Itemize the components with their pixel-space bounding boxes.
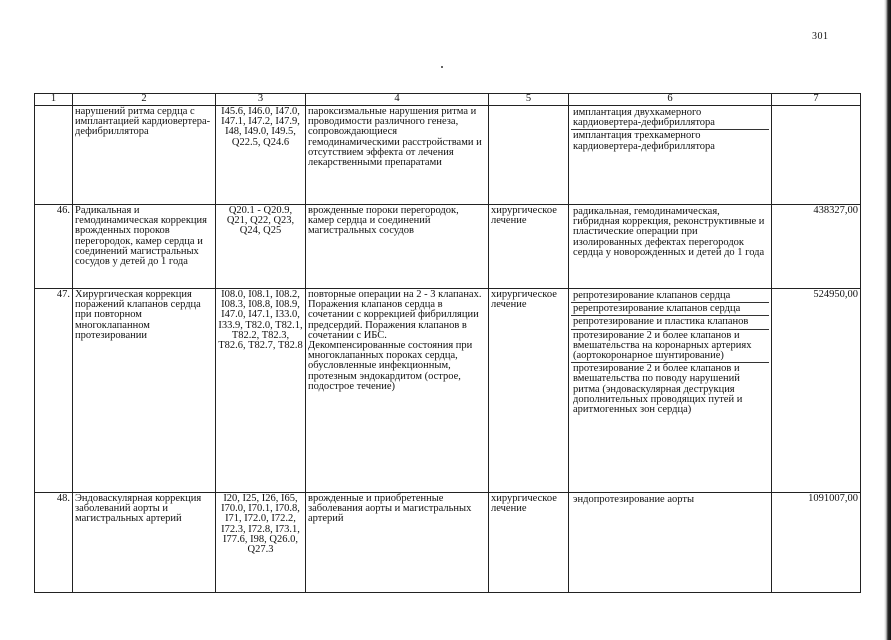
services-table bbox=[34, 93, 861, 593]
row-codes: I20, I25, I26, I65, I70.0, I70.1, I70.8, I71, I72.0, I72.2, I72.3, I72.8, I73.1, I77.6, I98, Q26.0, Q27.3 bbox=[216, 493, 306, 593]
col-header-4: 4 bbox=[306, 94, 489, 106]
row-name: Эндоваскулярная коррекция заболеваний аорты и магистральных артерий bbox=[73, 493, 216, 593]
page-number: 301 bbox=[812, 31, 829, 42]
table-row bbox=[35, 205, 861, 289]
row-methods bbox=[569, 289, 772, 493]
row-number: 46. bbox=[35, 205, 73, 289]
row-patient-model: пароксизмальные нарушения ритма и проводимости различного генеза, сопровождающиеся гемодинамическими расстройствами и отсутствием эффекта от лечения лекарственными препаратами bbox=[306, 106, 489, 205]
row-treatment: хирургическое лечение bbox=[489, 493, 569, 593]
row-name: нарушений ритма сердца с имплантацией кардиовертера-дефибриллятора bbox=[73, 106, 216, 205]
row-codes: I45.6, I46.0, I47.0, I47.1, I47.2, I47.9, I48, I49.0, I49.5, Q22.5, Q24.6 bbox=[216, 106, 306, 205]
col-header-1: 1 bbox=[35, 94, 73, 106]
row-price: 1091007,00 bbox=[772, 493, 861, 593]
row-name: Радикальная и гемодинамическая коррекция врожденных пороков перегородок, камер сердца и соединений магистральных сосудов у детей до 1 года bbox=[73, 205, 216, 289]
method-item: протезирование 2 и более клапанов и вмешательства на коронарных артериях (аортокоронарное шунтирование) bbox=[571, 330, 769, 364]
method-item: репротезирование клапанов сердца bbox=[571, 290, 769, 303]
row-patient-model: врожденные пороки перегородок, камер сердца и соединений магистральных сосудов bbox=[306, 205, 489, 289]
row-price: 524950,00 bbox=[772, 289, 861, 493]
col-header-6: 6 bbox=[569, 94, 772, 106]
row-name: Хирургическая коррекция поражений клапанов сердца при повторном многоклапанном протезировании bbox=[73, 289, 216, 493]
col-header-7: 7 bbox=[772, 94, 861, 106]
method-item: протезирование 2 и более клапанов и вмешательства по поводу нарушений ритма (эндоваскулярная деструкция дополнительных проводящих путей и аритмогенных зон сердца) bbox=[573, 363, 743, 416]
scan-edge bbox=[884, 0, 891, 640]
table-row bbox=[35, 493, 861, 593]
header-row bbox=[35, 94, 861, 106]
col-header-5: 5 bbox=[489, 94, 569, 106]
row-treatment: хирургическое лечение bbox=[489, 205, 569, 289]
row-treatment bbox=[489, 106, 569, 205]
method-item: имплантация трехкамерного кардиовертера-дефибриллятора bbox=[573, 130, 715, 152]
col-header-2: 2 bbox=[73, 94, 216, 106]
col-header-3: 3 bbox=[216, 94, 306, 106]
row-number: 48. bbox=[35, 493, 73, 593]
method-item: ререпротезирование клапанов сердца bbox=[571, 303, 769, 316]
table-row bbox=[35, 106, 861, 205]
row-treatment: хирургическое лечение bbox=[489, 289, 569, 493]
row-number bbox=[35, 106, 73, 205]
method-item: имплантация двухкамерного кардиовертера-дефибриллятора bbox=[571, 107, 769, 130]
row-price bbox=[772, 106, 861, 205]
row-methods bbox=[569, 106, 772, 205]
scan-speck bbox=[441, 66, 443, 68]
row-price: 438327,00 bbox=[772, 205, 861, 289]
row-patient-model: повторные операции на 2 - 3 клапанах. Поражения клапанов сердца в сочетании с коррекцией фибрилляции предсердий. Поражения клапанов в сочетании с ИБС. Декомпенсированные состояния при многоклапанных пороках сердца, обусловленные инфекционным, протезным эндокардитом (острое, подострое течение) bbox=[306, 289, 489, 493]
row-patient-model: врожденные и приобретенные заболевания аорты и магистральных артерий bbox=[306, 493, 489, 593]
method-item: эндопротезирование аорты bbox=[573, 494, 695, 505]
method-item: радикальная, гемодинамическая, гибридная коррекция, реконструктивные и пластические операции при изолированных дефектах перегородок сердца у новорожденных и детей до 1 года bbox=[573, 206, 765, 258]
table-row bbox=[35, 289, 861, 493]
row-codes: Q20.1 - Q20.9, Q21, Q22, Q23, Q24, Q25 bbox=[216, 205, 306, 289]
method-item: репротезирование и пластика клапанов bbox=[571, 316, 769, 329]
row-methods bbox=[569, 205, 772, 289]
row-methods bbox=[569, 493, 772, 593]
row-number: 47. bbox=[35, 289, 73, 493]
row-codes: I08.0, I08.1, I08.2, I08.3, I08.8, I08.9, I47.0, I47.1, I33.0, I33.9, T82.0, T82.1, T82.2, T82.3, T82.6, T82.7, T82.8 bbox=[216, 289, 306, 493]
